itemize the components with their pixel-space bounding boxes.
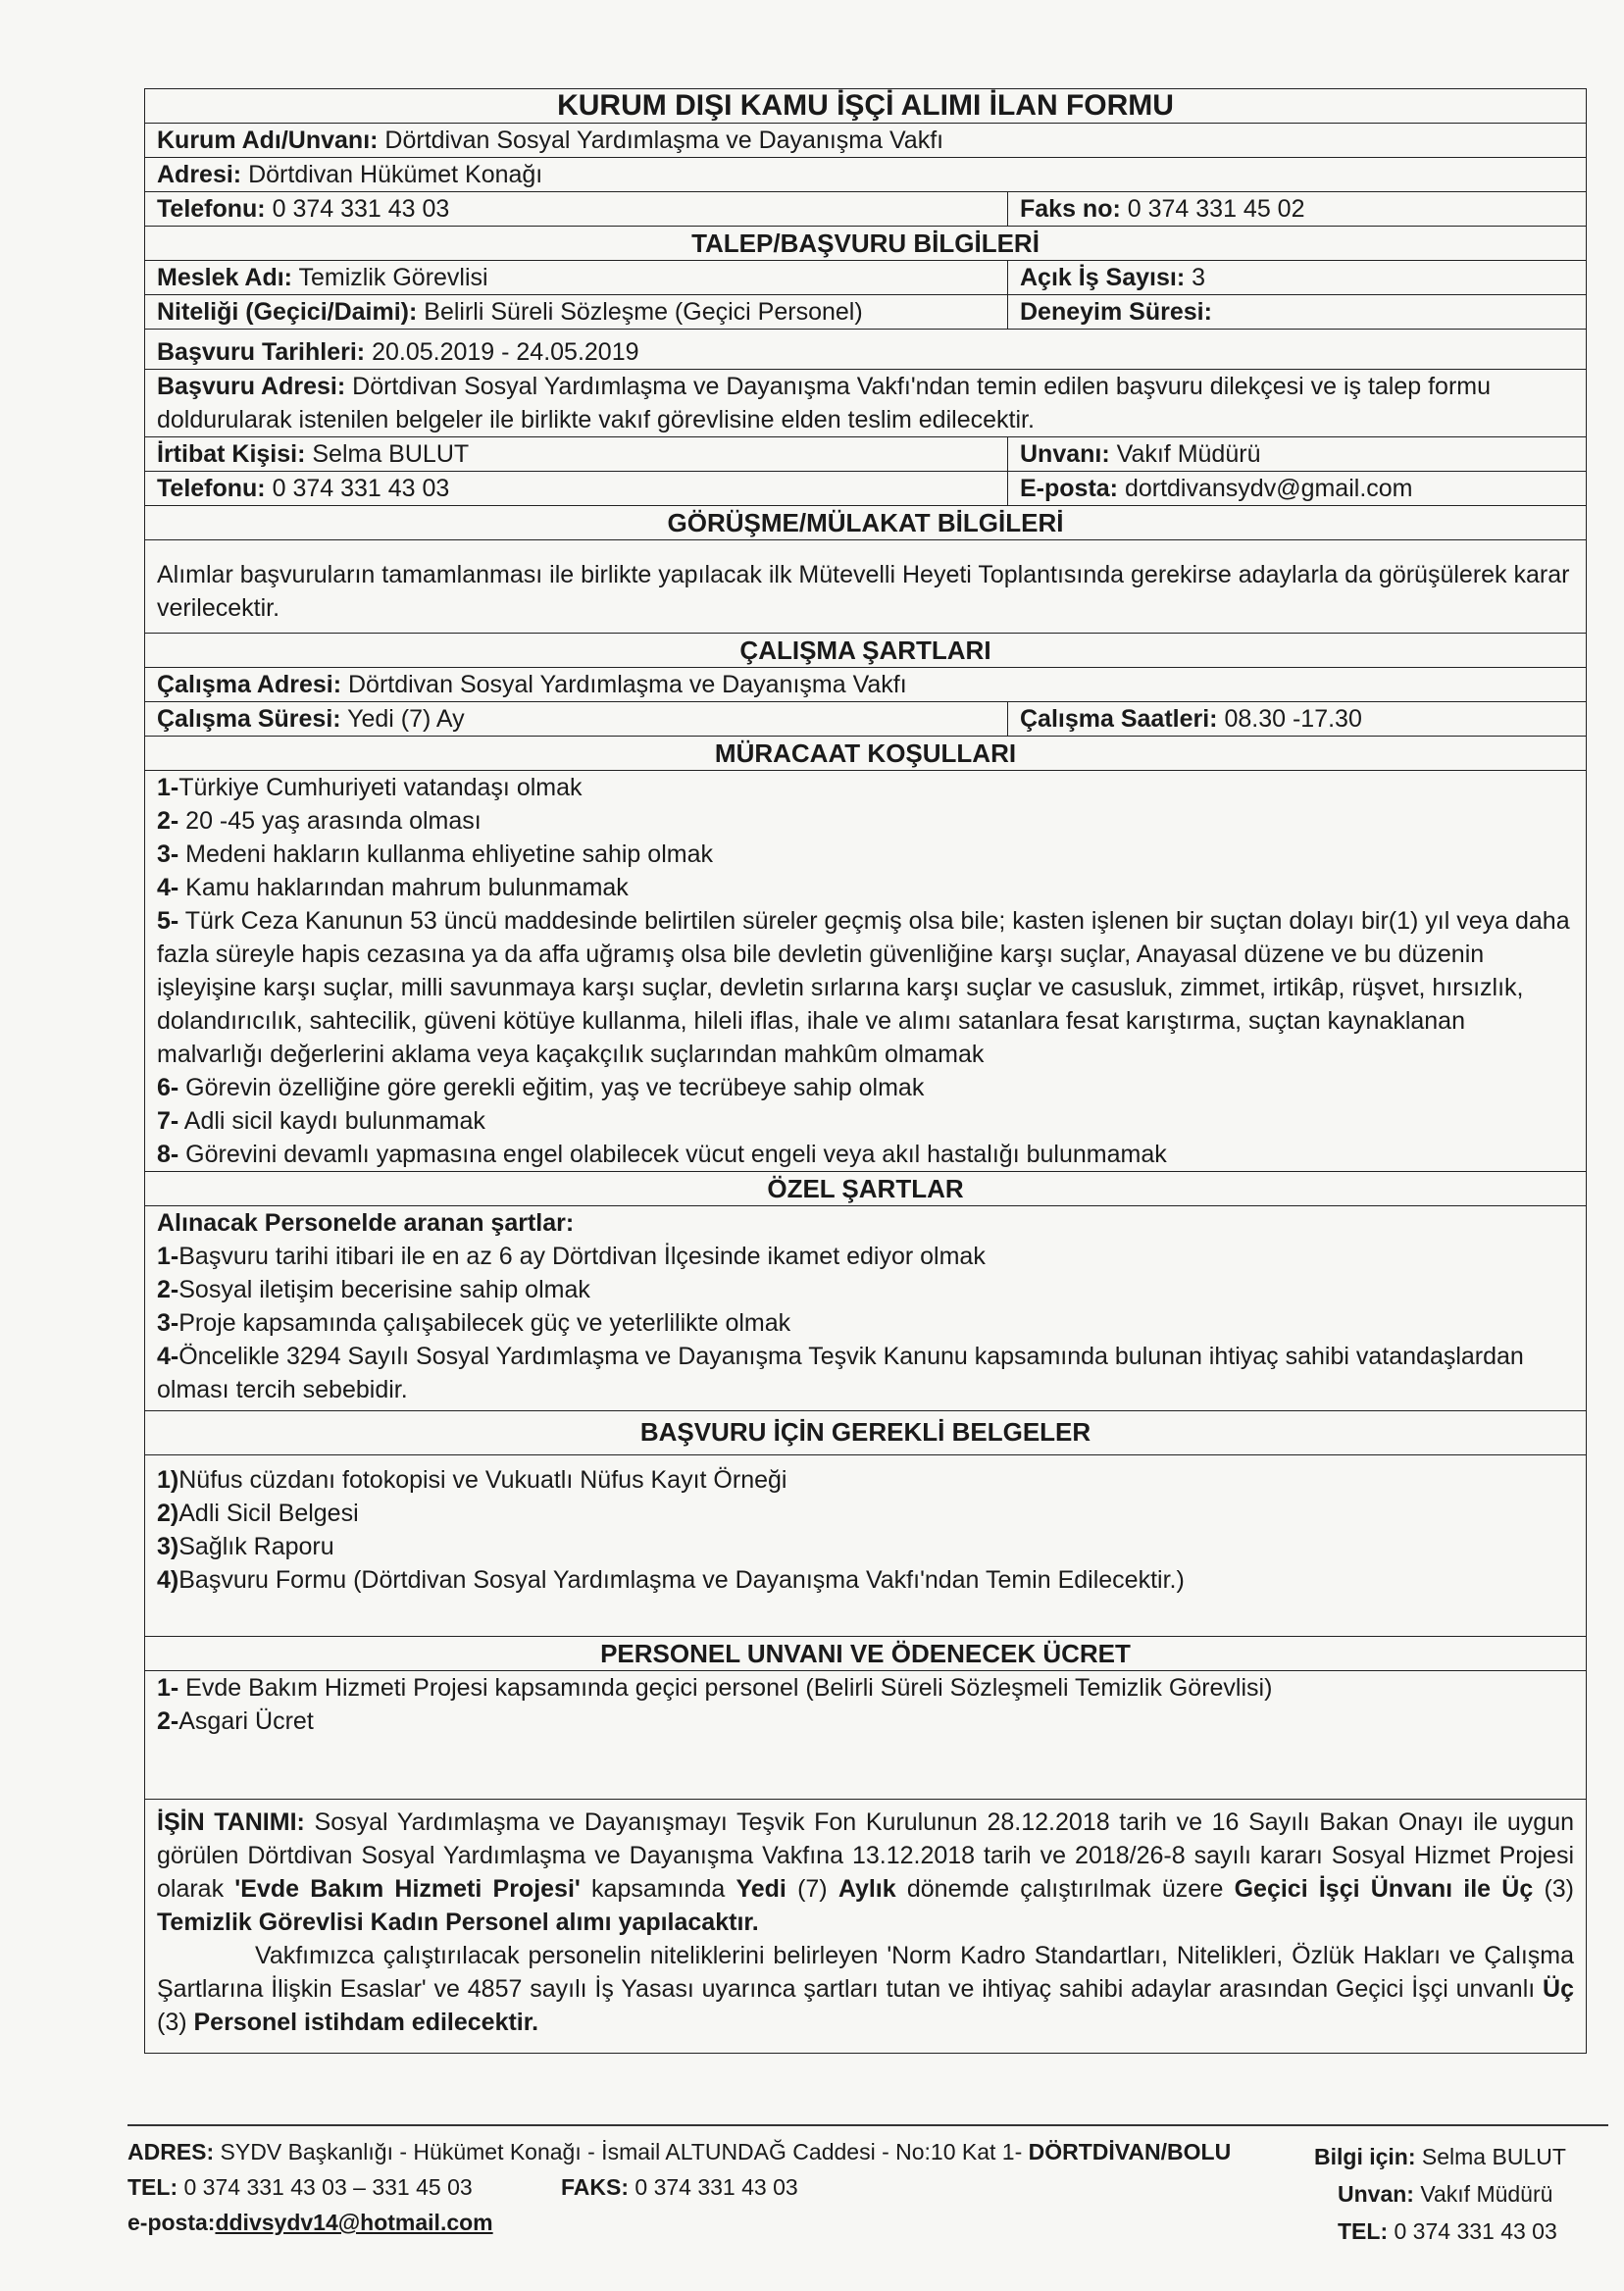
footer-info-person [1314,2138,1566,2175]
list-item [157,1104,1574,1138]
footer-info-label: Bilgi için: [1314,2144,1416,2169]
job-description-label: İŞİN TANIMI: [157,1808,305,1836]
item-text: Görevini devamlı yapmasına engel olabilecek vücut engeli veya akıl hastalığı bulunmamak [178,1141,1167,1168]
text-run: Geçici İşçi Ünvanı ile Üç [1234,1875,1534,1903]
footer-address [127,2134,1231,2169]
text-run: Sosyal Yardımlaşma ve Dayanışmayı Teşvik Fon Kurulunun 28.12.2018 tarih ve 16 Sayılı Bakan Onayı ile uygun görülen Dörtdivan Sosyal Yardımlaşma ve Dayanışma Vakfına 13.12.2018 tarih ve 2018/26-8 sayılı kararı Sosyal Hizmet Projesi olarak [157,1808,1574,1903]
footer-info-phone [1314,2213,1566,2250]
item-number: 1- [157,774,179,801]
work-hours-cell [1008,702,1587,737]
list-item [157,1340,1574,1406]
section-header-requirements: MÜRACAAT KOŞULLARI [145,737,1587,771]
institution-label: Kurum Adı/Unvanı: [157,127,379,154]
text-run: Temizlik Görevlisi Kadın Personel alımı yapılacaktır. [157,1909,759,1936]
item-text: Sosyal iletişim becerisine sahip olmak [178,1276,590,1303]
title-value: Vakıf Müdürü [1116,440,1261,468]
footer-title-value: Vakıf Müdürü [1413,2181,1553,2207]
work-duration-label: Çalışma Süresi: [157,705,341,733]
work-duration-cell [145,702,1008,737]
footer-phone-value: 0 374 331 43 03 – 331 45 03 [178,2174,473,2200]
work-address-label: Çalışma Adresi: [157,671,342,698]
item-text: Asgari Ücret [178,1707,314,1735]
list-item [157,904,1574,1071]
list-item [157,1273,1574,1306]
occupation-value: Temizlik Görevlisi [298,264,488,291]
text-run: Yedi [736,1875,787,1903]
nature-label: Niteliği (Geçici/Daimi): [157,298,418,326]
item-number: 8- [157,1141,179,1168]
address-label: Adresi: [157,161,242,188]
text-run: Personel istihdam edilecektir. [193,2009,539,2036]
item-text: Kamu haklarından mahrum bulunmamak [178,874,629,901]
application-address-value: Dörtdivan Sosyal Yardımlaşma ve Dayanışma Vakfı'ndan temin edilen başvuru dilekçesi ve iş talep formu doldurularak istenilen belgeler ile birlikte vakıf görevlisine elden teslim edilecektir. [157,373,1492,433]
text-run: dönemde çalıştırılmak üzere [895,1875,1235,1903]
item-number: 4- [157,874,179,901]
institution-row [145,124,1587,158]
footer-title-label: Unvan: [1338,2181,1414,2207]
section-header-special-conditions: ÖZEL ŞARTLAR [145,1172,1587,1206]
list-item [157,1705,1574,1738]
section-header-documents: BAŞVURU İÇİN GEREKLİ BELGELER [145,1411,1587,1455]
institution-value: Dörtdivan Sosyal Yardımlaşma ve Dayanışma Vakfı [384,127,944,154]
title-cell [1008,437,1587,472]
item-number: 1- [157,1674,179,1702]
item-text: Öncelikle 3294 Sayılı Sosyal Yardımlaşma ve Dayanışma Teşvik Kanunu kapsamında bulunan ihtiyaç sahibi vatandaşlardan olması tercih sebebidir. [157,1343,1524,1403]
text-run: kapsamında [580,1875,736,1903]
experience-label: Deneyim Süresi: [1020,298,1212,326]
list-item [157,1138,1574,1171]
footer-info-phone-label: TEL: [1338,2218,1389,2244]
item-number: 3- [157,1309,179,1337]
special-intro: Alınacak Personelde aranan şartlar: [157,1209,575,1237]
documents-list [145,1455,1587,1637]
application-dates-value: 20.05.2019 - 24.05.2019 [372,338,639,366]
list-item [157,1530,1574,1563]
announcement-form [144,88,1587,2054]
application-dates-row [145,330,1587,370]
text-run: Aylık [837,1875,896,1903]
list-item [157,871,1574,904]
text-run: (3) [157,2009,194,2036]
contact-person-cell [145,437,1008,472]
occupation-label: Meslek Adı: [157,264,293,291]
footer-fax-label: FAKS: [561,2174,629,2200]
work-hours-value: 08.30 -17.30 [1224,705,1362,733]
work-duration-value: Yedi (7) Ay [347,705,465,733]
nature-cell [145,295,1008,330]
text-run: (3) [1533,1875,1575,1903]
title-label: Unvanı: [1020,440,1110,468]
footer-address-label: ADRES: [127,2139,215,2164]
footer-address-value: SYDV Başkanlığı - Hükümet Konağı - İsmail ALTUNDAĞ Caddesi - No:10 Kat 1- [214,2139,1029,2164]
job-description [145,1800,1587,2054]
phone-value: 0 374 331 43 03 [272,195,450,223]
item-number: 7- [157,1107,179,1135]
occupation-cell [145,261,1008,295]
footer-fax-value: 0 374 331 43 03 [629,2174,798,2200]
list-item [157,1563,1574,1597]
interview-text: Alımlar başvuruların tamamlanması ile birlikte yapılacak ilk Mütevelli Heyeti Toplantısında gerekirse adaylarla da görüşülerek karar verilecektir. [145,540,1587,634]
item-number: 2- [157,1276,179,1303]
phone-cell [145,192,1008,227]
item-text: Nüfus cüzdanı fotokopisi ve Vukuatlı Nüfus Kayıt Örneği [178,1466,787,1494]
item-text: Medeni hakların kullanma ehliyetine sahip olmak [178,840,713,868]
list-item [157,1671,1574,1705]
contact-phone-cell [145,472,1008,506]
footer-email-label: e-posta: [127,2210,216,2235]
email-cell [1008,472,1587,506]
footer-email-link[interactable]: ddivsydv14@hotmail.com [215,2210,493,2235]
open-jobs-value: 3 [1192,264,1206,291]
footer-address-city: DÖRTDİVAN/BOLU [1028,2139,1232,2164]
item-text: Sağlık Raporu [178,1533,334,1560]
item-text: Türk Ceza Kanunun 53 üncü maddesinde belirtilen süreler geçmiş olsa bile; kasten işlenen bir suçtan dolayı bir(1) yıl veya daha fazla süreyle hapis cezasına ya da affa uğramış olsa bile devletin güvenliğine karşı suçlar, Anayasal düzene ve bu düzenin işleyişine karşı suçlar, milli savunmaya karşı suçlar, devletin sırlarına karşı suçlar ve casusluk, zimmet, irtikâp, rüşvet, hırsızlık, dolandırıcılık, sahtecilik, güveni kötüye kullanma, hileli iflas, ihale ve alımı satanlara fesat karıştırma, suçtan kaynaklanan malvarlığı değerlerini aklama veya kaçakçılık suçlarından mahkûm olmamak [157,907,1570,1068]
section-header-salary: PERSONEL UNVANI VE ÖDENECEK ÜCRET [145,1637,1587,1671]
job-description-paragraph-1 [157,1806,1574,1939]
application-address-label: Başvuru Adresi: [157,373,346,400]
list-item [157,1463,1574,1497]
fax-cell [1008,192,1587,227]
footer-divider [127,2124,1608,2126]
text-run: Vakfımızca çalıştırılacak personelin niteliklerini belirleyen 'Norm Kadro Standartları, Nitelikleri, Özlük Hakları ve Çalışma Şartlarına İlişkin Esaslar' ve 4857 sayılı İş Yasası uyarınca şartları tutan ve ihtiyaç sahibi adaylar arasından Geçici İşçi unvanlı [157,1942,1574,2003]
item-text: Görevin özelliğine göre gerekli eğitim, yaş ve tecrübeye sahip olmak [178,1074,925,1101]
footer-info-title [1314,2175,1566,2213]
text-run: 'Evde Bakım Hizmeti Projesi' [234,1875,581,1903]
item-number: 2- [157,1707,179,1735]
salary-list [145,1671,1587,1800]
footer-email [127,2205,1231,2240]
footer-info-value: Selma BULUT [1415,2144,1566,2169]
item-text: 20 -45 yaş arasında olması [178,807,482,835]
item-text: Adli Sicil Belgesi [178,1500,359,1527]
item-number: 2) [157,1500,179,1527]
email-value: dortdivansydv@gmail.com [1124,475,1413,502]
footer-phone-label: TEL: [127,2174,178,2200]
item-number: 1- [157,1243,179,1270]
text-run: (7) [786,1875,838,1903]
work-hours-label: Çalışma Saatleri: [1020,705,1218,733]
contact-person-label: İrtibat Kişisi: [157,440,306,468]
item-text: Proje kapsamında çalışabilecek güç ve yeterlilikte olmak [178,1309,791,1337]
application-dates-label: Başvuru Tarihleri: [157,338,366,366]
item-number: 4- [157,1343,179,1370]
footer-info-phone-value: 0 374 331 43 03 [1388,2218,1557,2244]
item-text: Başvuru tarihi itibari ile en az 6 ay Dörtdivan İlçesinde ikamet ediyor olmak [178,1243,986,1270]
item-number: 3- [157,840,179,868]
open-jobs-label: Açık İş Sayısı: [1020,264,1186,291]
item-text: Türkiye Cumhuriyeti vatandaşı olmak [178,774,583,801]
contact-phone-label: Telefonu: [157,475,266,502]
item-number: 5- [157,907,179,935]
requirements-list [145,771,1587,1172]
section-header-application: TALEP/BAŞVURU BİLGİLERİ [145,227,1587,261]
address-row [145,158,1587,192]
list-item [157,1240,1574,1273]
item-number: 6- [157,1074,179,1101]
contact-person-value: Selma BULUT [312,440,470,468]
list-item [157,804,1574,838]
fax-label: Faks no: [1020,195,1121,223]
form-title: KURUM DIŞI KAMU İŞÇİ ALIMI İLAN FORMU [145,89,1587,124]
item-number: 3) [157,1533,179,1560]
list-item [157,1071,1574,1104]
contact-phone-value: 0 374 331 43 03 [272,475,450,502]
item-number: 2- [157,807,179,835]
address-value: Dörtdivan Hükümet Konağı [248,161,543,188]
text-run: Üç [1543,1975,1574,2003]
item-number: 4) [157,1566,179,1594]
footer-fax [561,2169,798,2205]
email-label: E-posta: [1020,475,1118,502]
item-text: Adli sicil kaydı bulunmamak [178,1107,485,1135]
list-item [157,771,1574,804]
section-header-interview: GÖRÜŞME/MÜLAKAT BİLGİLERİ [145,506,1587,540]
list-item [157,838,1574,871]
job-description-paragraph-2 [157,1939,1574,2039]
open-jobs-cell [1008,261,1587,295]
special-conditions-list [145,1206,1587,1411]
item-number: 1) [157,1466,179,1494]
application-address-row [145,370,1587,437]
nature-value: Belirli Süreli Sözleşme (Geçici Personel) [424,298,863,326]
experience-cell [1008,295,1587,330]
item-text: Evde Bakım Hizmeti Projesi kapsamında geçici personel (Belirli Süreli Sözleşmeli Temizlik Görevlisi) [178,1674,1273,1702]
item-text: Başvuru Formu (Dörtdivan Sosyal Yardımlaşma ve Dayanışma Vakfı'ndan Temin Edilecektir.) [178,1566,1185,1594]
list-item [157,1497,1574,1530]
phone-label: Telefonu: [157,195,266,223]
list-item [157,1306,1574,1340]
work-address-row [145,668,1587,702]
footer-info [1314,2138,1566,2250]
fax-value: 0 374 331 45 02 [1127,195,1305,223]
work-address-value: Dörtdivan Sosyal Yardımlaşma ve Dayanışma Vakfı [348,671,907,698]
section-header-working-conditions: ÇALIŞMA ŞARTLARI [145,634,1587,668]
